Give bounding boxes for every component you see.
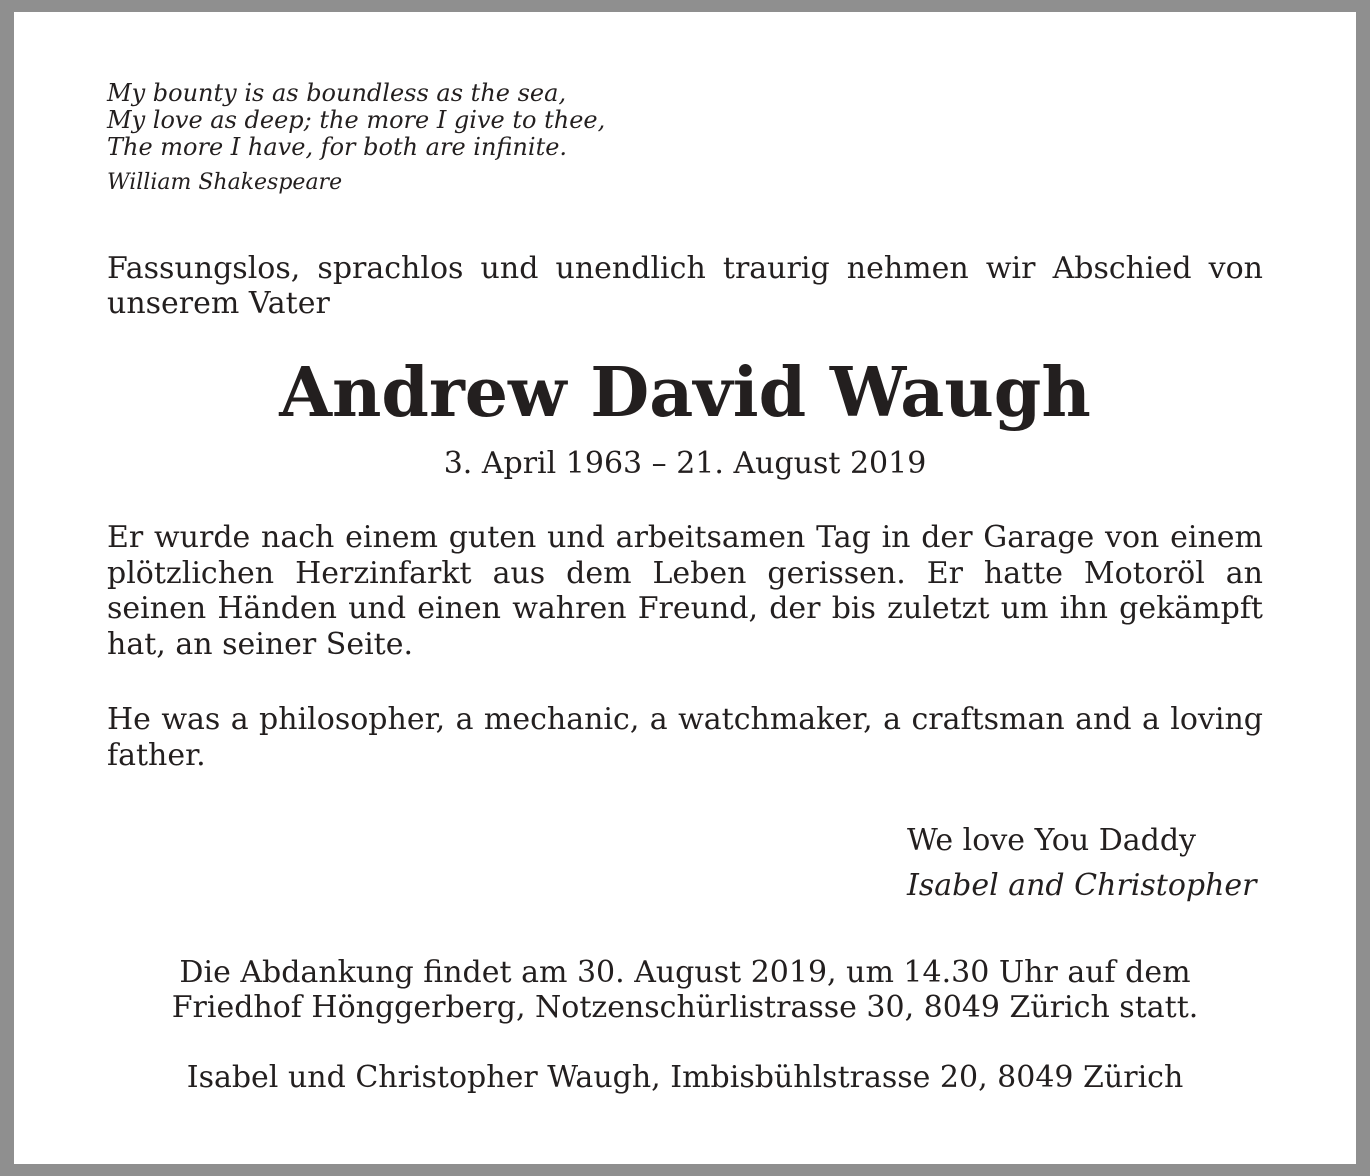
life-dates: 3. April 1963 – 21. August 2019	[443, 446, 927, 481]
signature-names: Isabel and Christopher	[907, 868, 1257, 903]
deceased-name: Andrew David Waugh	[279, 353, 1091, 433]
service-info	[14, 955, 1356, 1025]
german-paragraph: Er wurde nach einem guten und arbeitsamen Tag in der Garage von einem plötzlichen Herzinfarkt aus dem Leben gerissen. Er hatte Motoröl an seinen Händen und einen wahren Freund, der bis zuletzt um ihn gekämpft hat, an seiner Seite.	[107, 520, 1263, 662]
shakespeare-quote	[107, 80, 605, 161]
intro-text: Fassungslos, sprachlos und unendlich traurig nehmen wir Abschied von unserem Vater	[107, 251, 1263, 321]
english-paragraph: He was a philosopher, a mechanic, a watchmaker, a craftsman and a loving father.	[107, 702, 1263, 773]
family-address: Isabel und Christopher Waugh, Imbisbühlstrasse 20, 8049 Zürich	[186, 1060, 1184, 1095]
quote-line: The more I have, for both are infinite.	[107, 133, 568, 161]
signature-message: We love You Daddy	[907, 823, 1196, 858]
service-line: Friedhof Hönggerberg, Notzenschürlistrasse 30, 8049 Zürich statt.	[171, 990, 1199, 1025]
obituary-notice	[14, 12, 1356, 1164]
quote-line: My love as deep; the more I give to thee,	[107, 106, 606, 134]
service-line: Die Abdankung findet am 30. August 2019, um 14.30 Uhr auf dem	[179, 955, 1191, 990]
quote-author: William Shakespeare	[107, 170, 343, 195]
quote-line: My bounty is as boundless as the sea,	[107, 79, 567, 107]
signature-block	[907, 818, 1257, 908]
